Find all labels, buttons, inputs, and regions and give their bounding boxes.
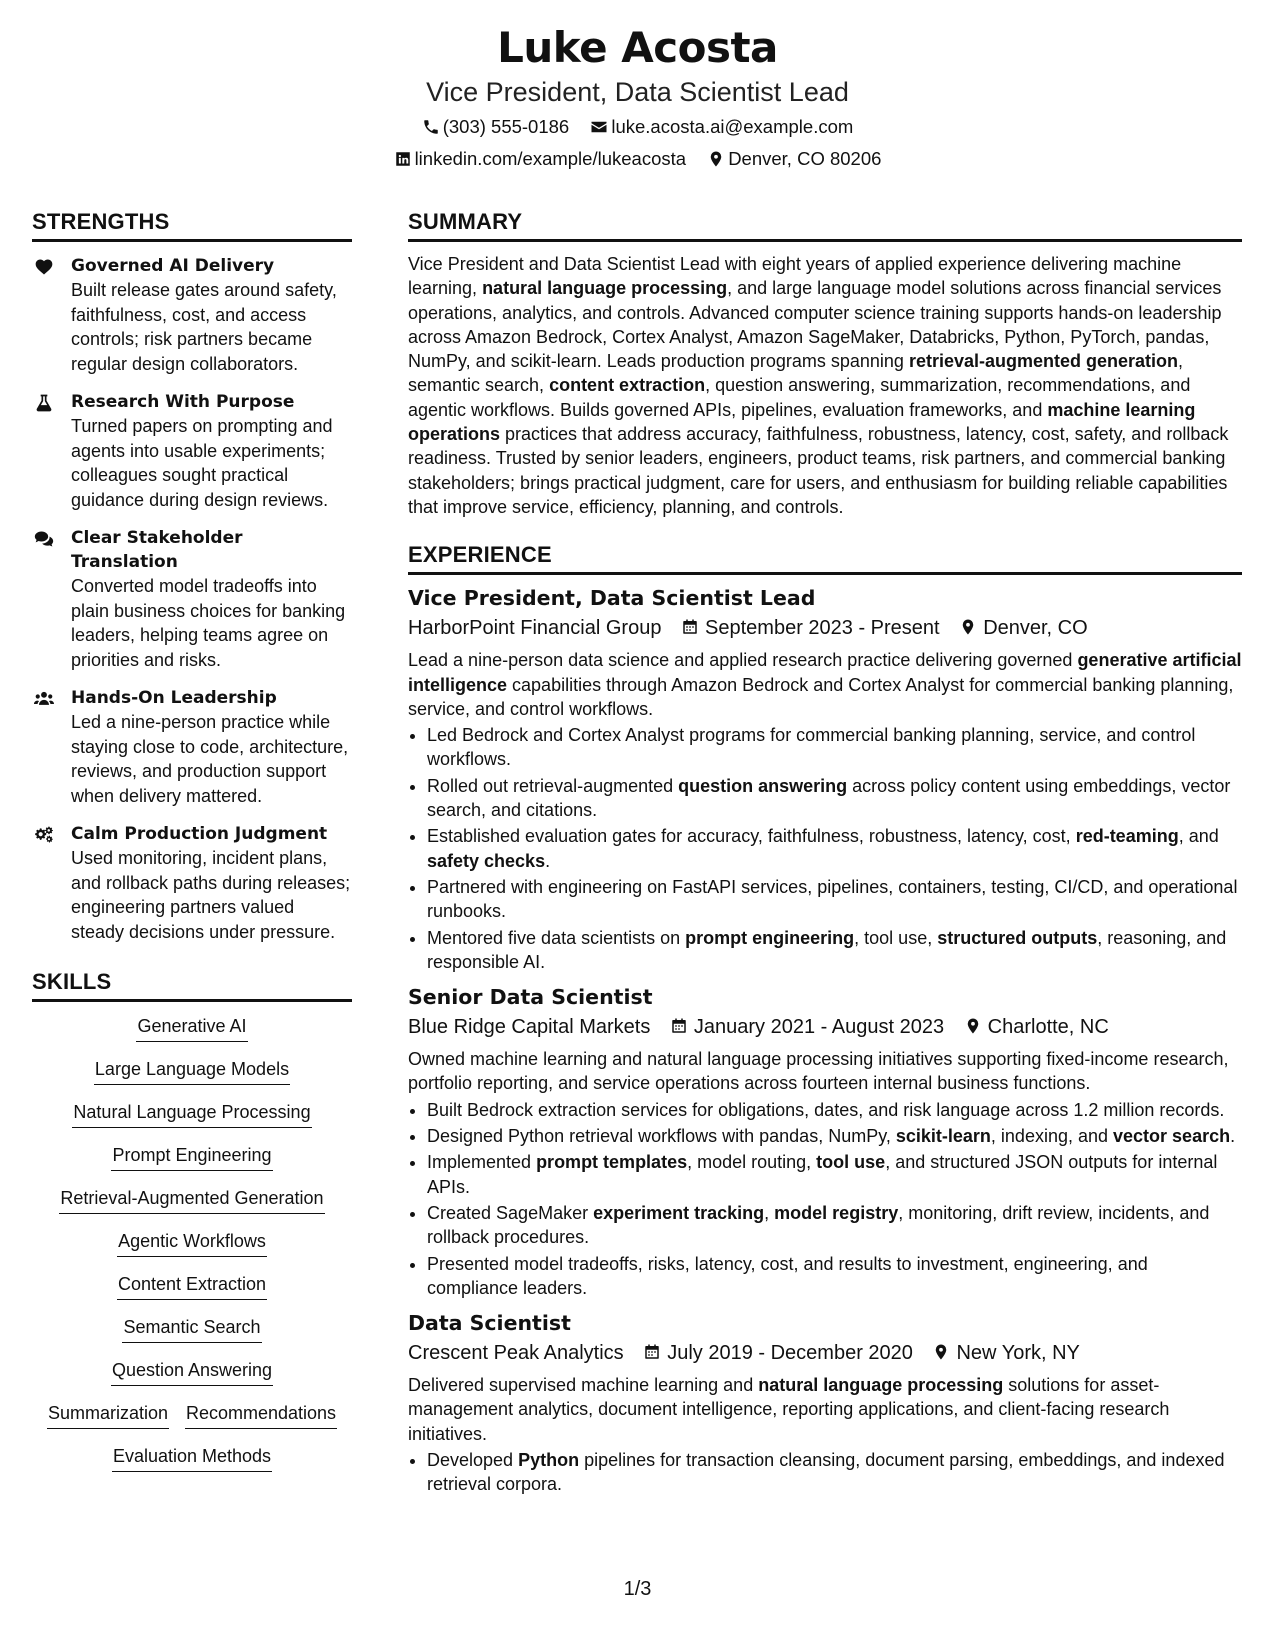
skills-heading: SKILLS bbox=[32, 968, 352, 1002]
strength-item bbox=[32, 254, 352, 376]
text-segment: Implemented bbox=[427, 1152, 537, 1173]
right-column bbox=[408, 208, 1242, 1499]
left-column bbox=[32, 208, 352, 1487]
strength-desc: Turned papers on prompting and agents into usable experiments; colleagues sought practical guidance during design reviews. bbox=[71, 416, 333, 510]
job-meta bbox=[408, 613, 1242, 644]
bold-text: natural language processing bbox=[758, 1375, 1004, 1396]
bold-text: natural language processing bbox=[482, 278, 728, 299]
summary-heading: SUMMARY bbox=[408, 208, 1242, 242]
text-segment: , reasoning, and responsible AI. bbox=[427, 927, 1227, 972]
job-location-text: Charlotte, NC bbox=[987, 1016, 1109, 1039]
linkedin-contact[interactable] bbox=[394, 144, 686, 174]
text-segment: across policy content using embeddings, vector search, and citations. bbox=[427, 775, 1231, 821]
bold-text: model registry bbox=[774, 1202, 899, 1223]
email-contact[interactable] bbox=[590, 112, 853, 142]
envelope-icon bbox=[590, 118, 608, 136]
job-entry bbox=[408, 1308, 1242, 1496]
strength-title: Hands-On Leadership bbox=[71, 688, 277, 708]
heart-icon bbox=[34, 257, 54, 277]
text-segment: , and bbox=[1178, 826, 1219, 847]
phone-icon bbox=[422, 118, 440, 136]
skill-tag: Summarization bbox=[47, 1401, 169, 1429]
text-segment: , and structured JSON outputs for internal APIs. bbox=[427, 1152, 1218, 1197]
bold-text: machine learning operations bbox=[408, 399, 1196, 445]
strength-desc: Built release gates around safety, faithfulness, cost, and access controls; risk partners became regular design collaborators. bbox=[71, 280, 337, 374]
job-bullet bbox=[427, 875, 1242, 924]
map-pin-icon bbox=[707, 150, 725, 168]
candidate-name: Luke Acosta bbox=[497, 23, 778, 72]
text-segment: Built Bedrock extraction services for obligations, dates, and risk language across 1.2 million records. bbox=[427, 1099, 1225, 1120]
job-dates bbox=[643, 1338, 913, 1369]
text-segment: , model routing, bbox=[687, 1152, 817, 1173]
job-bullet bbox=[427, 723, 1242, 772]
bold-text: scikit-learn bbox=[895, 1126, 991, 1147]
contact-row-2 bbox=[0, 144, 1275, 174]
linkedin-text[interactable]: linkedin.com/example/lukeacosta bbox=[414, 148, 687, 169]
bold-text: experiment tracking bbox=[593, 1202, 765, 1223]
bold-text: vector search bbox=[1113, 1126, 1231, 1147]
job-location bbox=[964, 1012, 1109, 1043]
contact-row-1 bbox=[0, 112, 1275, 142]
job-entry bbox=[408, 583, 1242, 974]
skill-tag: Natural Language Processing bbox=[72, 1100, 311, 1128]
skill-tag: Agentic Workflows bbox=[117, 1229, 267, 1257]
job-meta bbox=[408, 1012, 1242, 1043]
text-segment: Mentored five data scientists on bbox=[427, 927, 686, 948]
page-number: 1/3 bbox=[623, 1578, 652, 1600]
job-bullets bbox=[408, 1448, 1242, 1497]
job-company: Crescent Peak Analytics bbox=[408, 1342, 624, 1365]
text-segment: Partnered with engineering on FastAPI services, pipelines, containers, testing, CI/CD, and operational runbooks. bbox=[427, 876, 1238, 922]
job-bullet bbox=[427, 824, 1242, 873]
skill-tag: Retrieval-Augmented Generation bbox=[59, 1186, 324, 1214]
strength-title: Calm Production Judgment bbox=[71, 824, 328, 844]
location-contact bbox=[707, 144, 881, 174]
phone-contact bbox=[422, 112, 570, 142]
strength-item bbox=[32, 686, 352, 808]
strength-title: Governed AI Delivery bbox=[71, 256, 275, 276]
bold-text: structured outputs bbox=[937, 927, 1098, 948]
bold-text: question answering bbox=[678, 775, 848, 796]
gears-icon bbox=[34, 825, 54, 845]
skill-tag: Large Language Models bbox=[94, 1057, 290, 1085]
bold-text: prompt engineering bbox=[685, 927, 855, 948]
strengths-heading: STRENGTHS bbox=[32, 208, 352, 242]
job-description bbox=[408, 648, 1242, 721]
strength-desc: Converted model tradeoffs into plain business choices for banking leaders, helping teams agree on priorities and risks. bbox=[71, 576, 346, 670]
job-location bbox=[959, 613, 1087, 644]
strength-desc: Used monitoring, incident plans, and rollback paths during releases; engineering partners valued steady decisions under pressure. bbox=[71, 848, 351, 942]
job-bullets bbox=[408, 723, 1242, 974]
text-segment: . bbox=[1230, 1126, 1236, 1147]
bold-text: content extraction bbox=[549, 375, 706, 396]
text-segment: Rolled out retrieval-augmented bbox=[427, 775, 679, 796]
bold-text: red-teaming bbox=[1075, 826, 1179, 847]
resume-header bbox=[0, 22, 1275, 174]
flask-icon bbox=[34, 393, 54, 413]
skill-tag: Content Extraction bbox=[117, 1272, 267, 1300]
job-dates-text: September 2023 - Present bbox=[705, 617, 940, 640]
job-bullet bbox=[427, 1252, 1242, 1301]
skill-tag: Question Answering bbox=[111, 1358, 273, 1386]
text-segment: , tool use, bbox=[854, 927, 938, 948]
job-entry bbox=[408, 982, 1242, 1300]
job-bullets bbox=[408, 1098, 1242, 1300]
skills-list bbox=[32, 1014, 352, 1472]
job-company: HarborPoint Financial Group bbox=[408, 617, 662, 640]
bold-text: Python bbox=[518, 1449, 580, 1470]
job-location-text: New York, NY bbox=[956, 1342, 1080, 1365]
job-bullet bbox=[427, 774, 1242, 823]
bold-text: generative artificial intelligence bbox=[408, 650, 1242, 695]
text-segment: Established evaluation gates for accuracy, faithfulness, robustness, latency, cost, bbox=[427, 826, 1076, 847]
experience-heading: EXPERIENCE bbox=[408, 541, 1242, 575]
text-segment: Designed Python retrieval workflows with pandas, NumPy, bbox=[427, 1126, 896, 1147]
skill-tag: Generative AI bbox=[136, 1014, 247, 1042]
skill-tag: Prompt Engineering bbox=[111, 1143, 272, 1171]
strength-item bbox=[32, 390, 352, 512]
comments-icon bbox=[34, 529, 54, 549]
strength-item bbox=[32, 526, 352, 672]
map-pin-icon bbox=[932, 1343, 950, 1361]
skill-tag: Semantic Search bbox=[122, 1315, 261, 1343]
location-text: Denver, CO 80206 bbox=[728, 148, 882, 169]
strengths-list bbox=[32, 254, 352, 944]
job-title: Vice President, Data Scientist Lead bbox=[408, 586, 816, 611]
text-segment: practices that address accuracy, faithfulness, robustness, latency, cost, safety, and rollback readiness. Trusted by senior leaders, engineers, product teams, risk partners, and commercial banking stakeholders; brings practical judgment, care for users, and enthusiasm for building reliable capabilities that improve service, efficiency, planning, and controls. bbox=[408, 424, 1229, 517]
job-description bbox=[408, 1047, 1242, 1096]
calendar-icon bbox=[643, 1343, 661, 1361]
job-dates-text: January 2021 - August 2023 bbox=[693, 1016, 945, 1039]
text-segment: Delivered supervised machine learning and bbox=[408, 1375, 759, 1396]
job-location-text: Denver, CO bbox=[983, 617, 1088, 640]
bold-text: safety checks bbox=[427, 850, 546, 871]
skill-tag: Evaluation Methods bbox=[112, 1444, 272, 1472]
job-title: Senior Data Scientist bbox=[408, 985, 653, 1010]
linkedin-icon bbox=[394, 150, 412, 168]
job-bullet bbox=[427, 1124, 1242, 1148]
text-segment: , indexing, and bbox=[990, 1126, 1114, 1147]
summary-text bbox=[408, 252, 1242, 519]
strength-title: Research With Purpose bbox=[71, 392, 295, 412]
candidate-title: Vice President, Data Scientist Lead bbox=[426, 77, 849, 107]
text-segment: , monitoring, drift review, incidents, and rollback procedures. bbox=[427, 1202, 1210, 1248]
text-segment: pipelines for transaction cleansing, document parsing, embeddings, and indexed retrieval corpora. bbox=[427, 1449, 1225, 1495]
job-company: Blue Ridge Capital Markets bbox=[408, 1016, 651, 1039]
text-segment: capabilities through Amazon Bedrock and Cortex Analyst for commercial banking planning, service, and control workflows. bbox=[408, 674, 1234, 719]
text-segment: , and large language model solutions across financial services operations, analytics, and controls. Advanced computer science training supports hands-on leadership across Amazon Bedrock, Cortex Analyst, Amazon SageMaker, Databricks, Python, PyTorch, pandas, NumPy, and scikit-learn. Leads production programs spanning bbox=[408, 278, 1222, 372]
strength-desc: Led a nine-person practice while staying close to code, architecture, reviews, and production support when delivery mattered. bbox=[71, 712, 349, 806]
text-segment: Presented model tradeoffs, risks, latency, cost, and results to investment, engineering, and compliance leaders. bbox=[427, 1253, 1148, 1298]
users-icon bbox=[34, 689, 54, 709]
calendar-icon bbox=[681, 618, 699, 636]
job-bullet bbox=[427, 1448, 1242, 1497]
text-segment: Led Bedrock and Cortex Analyst programs for commercial banking planning, service, and control workflows. bbox=[427, 725, 1196, 770]
job-bullet bbox=[427, 926, 1242, 975]
text-segment: . bbox=[545, 850, 551, 871]
job-dates bbox=[681, 613, 940, 644]
text-segment: Developed bbox=[427, 1449, 519, 1470]
job-dates bbox=[670, 1012, 944, 1043]
email-text[interactable]: luke.acosta.ai@example.com bbox=[611, 116, 854, 137]
text-segment: solutions for asset-management analytics, document intelligence, reporting applications, and client-facing research initiatives. bbox=[408, 1375, 1170, 1444]
job-bullet bbox=[427, 1150, 1242, 1199]
calendar-icon bbox=[670, 1017, 688, 1035]
map-pin-icon bbox=[959, 618, 977, 636]
job-bullet bbox=[427, 1098, 1242, 1122]
text-segment: , semantic search, bbox=[408, 351, 1184, 396]
job-dates-text: July 2019 - December 2020 bbox=[667, 1342, 913, 1365]
skill-tag: Recommendations bbox=[185, 1401, 337, 1429]
text-segment: Vice President and Data Scientist Lead with eight years of applied experience delivering machine learning, bbox=[408, 254, 1182, 299]
text-segment: Lead a nine-person data science and applied research practice delivering governed bbox=[408, 650, 1078, 671]
job-description bbox=[408, 1373, 1242, 1446]
bold-text: tool use bbox=[816, 1152, 886, 1173]
text-segment: Created SageMaker bbox=[427, 1202, 594, 1223]
bold-text: prompt templates bbox=[536, 1152, 688, 1173]
bold-text: retrieval-augmented generation bbox=[908, 351, 1179, 372]
strength-title: Clear Stakeholder Translation bbox=[71, 528, 243, 572]
job-meta bbox=[408, 1338, 1242, 1369]
job-title: Data Scientist bbox=[408, 1311, 571, 1336]
phone-text: (303) 555-0186 bbox=[442, 116, 570, 137]
text-segment: , bbox=[764, 1202, 775, 1223]
map-pin-icon bbox=[964, 1017, 982, 1035]
job-location bbox=[932, 1338, 1079, 1369]
text-segment: , question answering, summarization, recommendations, and agentic workflows. Builds governed APIs, pipelines, evaluation frameworks, and bbox=[408, 375, 1191, 420]
text-segment: Owned machine learning and natural language processing initiatives supporting fixed-income research, portfolio reporting, and service operations across fourteen internal business functions. bbox=[408, 1049, 1229, 1094]
job-bullet bbox=[427, 1201, 1242, 1250]
strength-item bbox=[32, 822, 352, 944]
